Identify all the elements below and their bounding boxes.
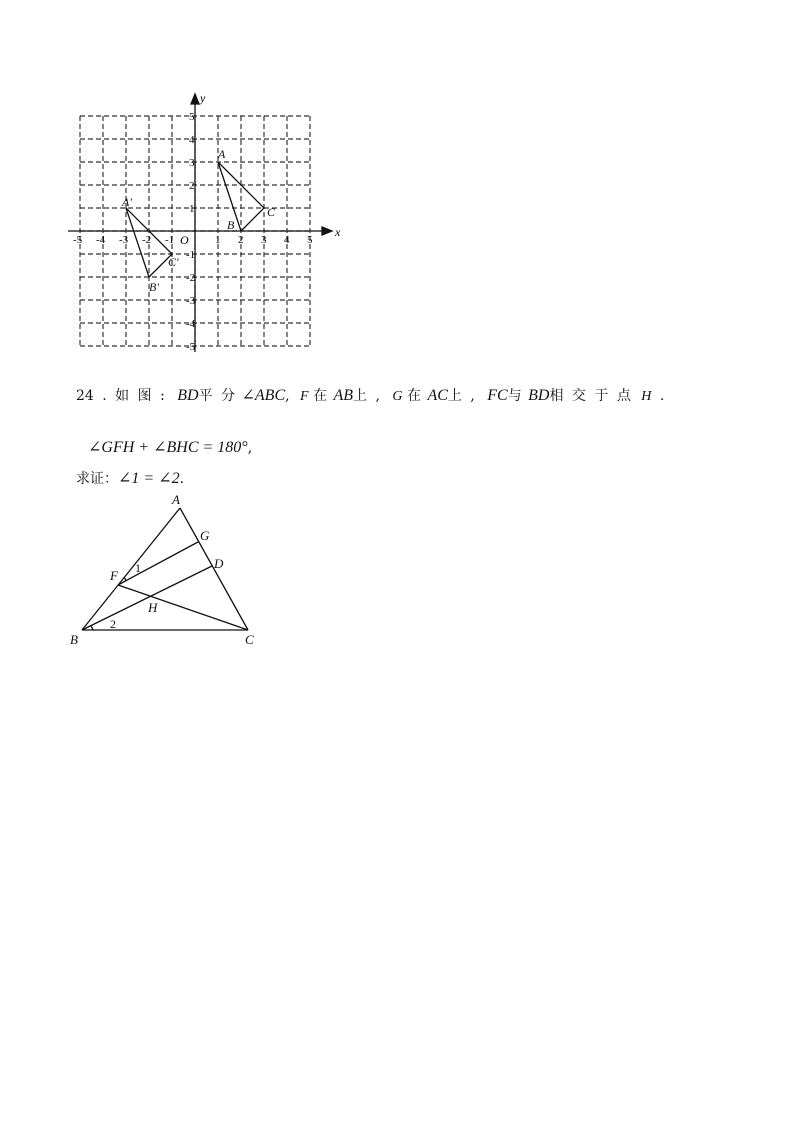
prove-label: 求证： [76,471,118,487]
x-tick-label: 4 [284,234,290,246]
text-segment: 相 交 于 点 [549,388,633,404]
triangle-figure [60,490,280,655]
point-g: G [392,389,403,404]
text-segment: 与 [507,388,524,404]
y-tick-label: -3 [186,295,196,307]
x-tick-label: 2 [238,234,244,246]
segment-bd: BD [177,387,199,404]
y-tick-label: -1 [186,249,196,261]
vertex-label: B [227,218,235,232]
label-a: A [172,492,180,507]
y-tick-label: -2 [186,272,196,284]
segment-ac: AC [427,387,448,404]
y-tick-label: 1 [189,203,195,215]
segment-bd: BD [528,387,550,404]
text-segment: . 如 图 : [102,388,167,404]
vertex-label: C' [168,255,179,269]
label-angle-2: 2 [110,617,116,631]
y-tick-label: 4 [189,134,195,146]
angle-1-arc [124,577,126,581]
origin-label: O [180,233,189,247]
segment-ab-line [82,508,180,630]
text-segment: . [179,471,185,487]
point-f: F [300,389,309,404]
label-d: D [214,556,224,571]
prove-line [76,468,184,488]
text-segment: 平 分 [198,388,238,404]
text-segment: 上 , [353,388,382,404]
x-tick-label: 3 [261,234,267,246]
y-tick-label: 3 [189,157,195,169]
x-tick-label: 5 [307,234,313,246]
problem-line-1 [76,385,664,405]
problem-line-2 [88,437,252,457]
text-segment: , [247,440,253,456]
vertex-label: B' [149,280,159,294]
vertex-label: C [267,205,276,219]
segment-fc: FC [487,387,508,404]
label-h: H [148,600,158,615]
vertex-label: A [218,147,226,161]
label-c: C [245,632,254,647]
y-axis-label: y [200,91,206,105]
y-axis-arrow [191,94,199,104]
prove-expression: ∠1 = ∠2 [118,470,180,487]
problem-number: 24 [76,388,94,404]
x-tick-label: -3 [119,234,129,246]
x-tick-label: -5 [73,234,83,246]
text-segment: 上 , [447,388,477,404]
y-tick-label: 5 [189,111,195,123]
x-tick-label: -1 [165,234,175,246]
vertex-label: A' [122,195,132,209]
text-segment: 在 [313,388,330,404]
y-tick-label: 2 [189,180,195,192]
label-g: G [200,528,210,543]
label-f: F [110,568,118,583]
x-axis-label: x [335,225,341,239]
label-b: B [70,632,78,647]
segment-ab: AB [333,387,354,404]
text-segment: . [659,388,665,404]
x-tick-label: -4 [96,234,106,246]
axes [68,94,332,352]
coordinate-grid-figure [60,90,360,360]
segment-fc-line [118,585,248,630]
segment-bd-line [82,566,212,630]
x-axis-arrow [322,227,332,235]
point-h: H [641,389,652,404]
text-segment: , [285,388,290,404]
x-tick-label: -2 [142,234,152,246]
text-segment: 在 [406,388,423,404]
label-angle-1: 1 [135,561,141,575]
x-tick-label: 1 [215,234,221,246]
y-tick-label: -5 [186,341,196,353]
angle-equation: ∠GFH + ∠BHC = 180° [88,439,248,456]
angle-abc: ∠ABC [241,387,286,404]
y-tick-label: -4 [186,318,196,330]
